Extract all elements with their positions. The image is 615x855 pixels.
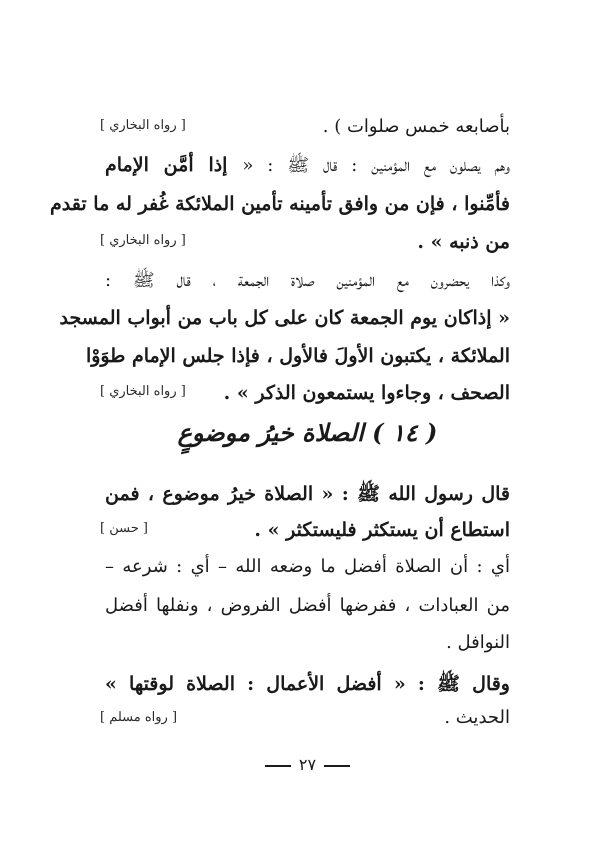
text-line: من العبادات ، ففرضها أفضل الفروض ، ونفلها أفضل: [105, 595, 510, 616]
hadith-text: قال رسول الله ﷺ : « الصلاة خيرُ موضوع ، فمن: [105, 483, 510, 505]
text-line: [105, 149, 510, 181]
page-number: [0, 755, 615, 774]
hadith-reference: [ رواه البخاري ]: [100, 233, 186, 248]
hadith-reference: [ رواه البخاري ]: [100, 384, 186, 399]
dash-left: [265, 765, 291, 767]
hadith-reference: [ رواه البخاري ]: [100, 118, 186, 133]
hadith-text: فأمِّنوا ، فإن من وافق تأمينه تأمين الملائكة غُفر له ما تقدم: [50, 193, 510, 215]
text-line: بأصابعه خمس صلوات ) .: [322, 116, 510, 137]
hadith-reference: [ رواه مسلم ]: [100, 710, 178, 725]
text-line: الحديث .: [444, 707, 510, 728]
hadith-text: من ذنبه » .: [417, 231, 510, 253]
text-line: أي : أن الصلاة أفضل ما وضعه الله – أي : شرعه –: [105, 556, 510, 577]
hadith-text: وقال ﷺ : « أفضل الأعمال : الصلاة لوقتها »: [105, 673, 510, 695]
hadith-text: « إذاكان يوم الجمعة كان على كل باب من أبواب المسجد: [59, 307, 510, 329]
hadith-text: إذا أمَّن الإمام: [105, 154, 228, 176]
hadith-text: الملائكة ، يكتبون الأولَ فالأول ، فإذا جلس الإمام طوَوْا: [85, 345, 510, 367]
text-line: النوافل .: [446, 632, 510, 653]
section-heading: ( ١٤ ) الصلاة خيرُ موضوعٍ: [177, 418, 438, 447]
hadith-text: الصحف ، وجاءوا يستمعون الذكر » .: [223, 382, 510, 404]
text-line: وكذا يحضرون مع المؤمنين صلاة الجمعة ، قال ﷺ :: [105, 270, 510, 291]
text-run: وهم يصلون مع المؤمنين : قال ﷺ : «: [242, 155, 510, 176]
hadith-reference: [ حسن ]: [100, 521, 148, 536]
hadith-text: استطاع أن يستكثر فليستكثر » .: [254, 519, 510, 541]
dash-right: [324, 765, 350, 767]
page-number-value: ٢٧: [298, 755, 317, 774]
